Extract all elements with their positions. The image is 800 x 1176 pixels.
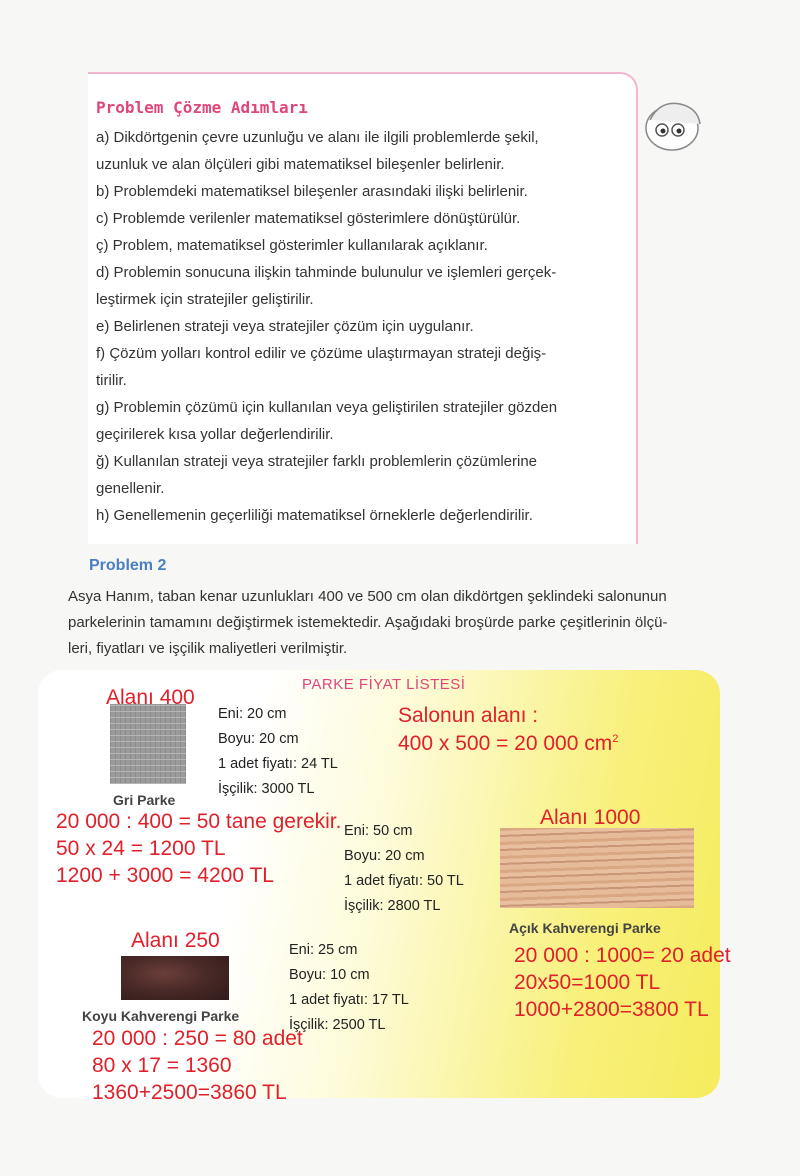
spec-length: Boyu: 10 cm	[289, 967, 370, 983]
dark-brown-parquet-label: Koyu Kahverengi Parke	[82, 1008, 240, 1024]
salon-calc-exponent: 2	[612, 733, 619, 745]
problem-line: parkelerinin tamamını değiştirmek istemektedir. Aşağıdaki broşürde parke çeşitlerinin ölçü-	[68, 614, 668, 631]
salon-calc-text: 400 x 500 = 20 000 cm	[398, 732, 613, 755]
handwritten-salon-label: Salonun alanı :	[398, 704, 539, 727]
light-brown-parquet-label: Açık Kahverengi Parke	[509, 920, 661, 936]
step-line: h) Genellemenin geçerliliği matematiksel örneklerle değerlendirilir.	[96, 507, 533, 524]
step-line: uzunluk ve alan ölçüleri gibi matematiksel bileşenler belirlenir.	[96, 156, 505, 173]
spec-price: 1 adet fiyatı: 17 TL	[289, 992, 409, 1008]
handwritten-gray-calc-3: 1200 + 3000 = 4200 TL	[56, 864, 274, 887]
dark-brown-parquet-specs	[289, 938, 409, 1038]
step-line: c) Problemde verilenler matematiksel gösterimlere dönüştürülür.	[96, 210, 521, 227]
handwritten-light-calc-1: 20 000 : 1000= 20 adet	[514, 944, 731, 967]
handwritten-salon-calc	[398, 732, 618, 756]
dark-brown-parquet-image	[121, 956, 229, 1000]
spec-labor: İşçilik: 3000 TL	[218, 781, 315, 797]
spec-width: Eni: 20 cm	[218, 706, 287, 722]
step-line: geçirilerek kısa yollar değerlendirilir.	[96, 426, 334, 443]
gray-parquet-label: Gri Parke	[113, 792, 176, 808]
handwritten-dark-area: Alanı 250	[131, 929, 220, 952]
problem-heading: Problem 2	[89, 557, 167, 574]
handwritten-dark-calc-1: 20 000 : 250 = 80 adet	[92, 1027, 303, 1050]
step-line: b) Problemdeki matematiksel bileşenler arasındaki ilişki belirlenir.	[96, 183, 528, 200]
handwritten-light-area: Alanı 1000	[540, 806, 641, 829]
step-line: leştirmek için stratejiler geliştirilir.	[96, 291, 314, 308]
handwritten-dark-calc-2: 80 x 17 = 1360	[92, 1054, 232, 1077]
spec-length: Boyu: 20 cm	[218, 731, 299, 747]
light-brown-parquet-specs	[344, 819, 464, 919]
step-line: e) Belirlenen strateji veya stratejiler çözüm için uygulanır.	[96, 318, 474, 335]
spec-labor: İşçilik: 2500 TL	[289, 1017, 386, 1033]
steps-title: Problem Çözme Adımları	[96, 98, 308, 117]
spec-length: Boyu: 20 cm	[344, 848, 425, 864]
handwritten-gray-calc-2: 50 x 24 = 1200 TL	[56, 837, 226, 860]
problem-line: leri, fiyatları ve işçilik maliyetleri verilmiştir.	[68, 640, 348, 657]
problem-text	[68, 584, 768, 662]
gray-parquet-image	[110, 704, 186, 784]
step-line: ç) Problem, matematiksel gösterimler kullanılarak açıklanır.	[96, 237, 488, 254]
step-line: ğ) Kullanılan strateji veya stratejiler farklı problemlerin çözümlerine	[96, 453, 538, 470]
spec-width: Eni: 25 cm	[289, 942, 358, 958]
spec-labor: İşçilik: 2800 TL	[344, 898, 441, 914]
step-line: tirilir.	[96, 372, 127, 389]
handwritten-gray-calc-1: 20 000 : 400 = 50 tane gerekir.	[56, 810, 342, 833]
spec-price: 1 adet fiyatı: 50 TL	[344, 873, 464, 889]
light-brown-parquet-image	[500, 828, 694, 908]
spec-price: 1 adet fiyatı: 24 TL	[218, 756, 338, 772]
step-line: a) Dikdörtgenin çevre uzunluğu ve alanı ile ilgili problemlerde şekil,	[96, 129, 539, 146]
step-line: f) Çözüm yolları kontrol edilir ve çözüme ulaştırmayan strateji değiş-	[96, 345, 547, 362]
brochure-title: PARKE FİYAT LİSTESİ	[302, 676, 466, 693]
step-line: d) Problemin sonucuna ilişkin tahminde bulunulur ve işlemleri gerçek-	[96, 264, 557, 281]
mascot-icon	[640, 96, 704, 156]
handwritten-light-calc-3: 1000+2800=3800 TL	[514, 998, 709, 1021]
spec-width: Eni: 50 cm	[344, 823, 413, 839]
step-line: g) Problemin çözümü için kullanılan veya geliştirilen stratejiler gözden	[96, 399, 558, 416]
handwritten-gray-area: Alanı 400	[106, 686, 195, 709]
problem-line: Asya Hanım, taban kenar uzunlukları 400 ve 500 cm olan dikdörtgen şeklindeki salonunun	[68, 588, 667, 605]
gray-parquet-specs	[218, 702, 338, 802]
handwritten-dark-calc-3: 1360+2500=3860 TL	[92, 1081, 287, 1104]
step-line: genellenir.	[96, 480, 165, 497]
handwritten-light-calc-2: 20x50=1000 TL	[514, 971, 661, 994]
